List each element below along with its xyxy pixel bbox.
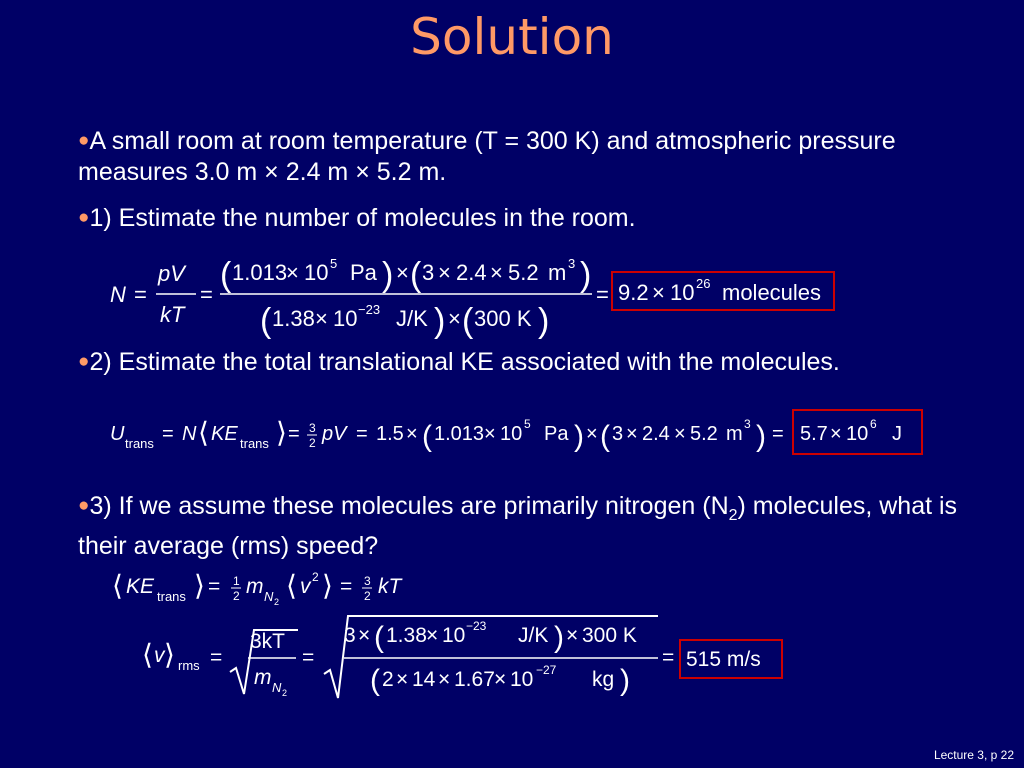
- eq3-2-sub: 2: [274, 597, 280, 607]
- eq3-kT: kT: [378, 575, 402, 598]
- equation-translational-ke: [100, 408, 940, 462]
- eq3-angle: ⟨: [112, 570, 123, 601]
- bullet-subscript: 2: [728, 507, 738, 524]
- eq4-v: v: [154, 644, 165, 667]
- eq1-two4: 2.4: [456, 260, 487, 285]
- eq4-paren: (: [374, 621, 384, 654]
- eq1-den-mantissa: 1.38: [272, 306, 315, 331]
- eq4-angle: ⟨: [142, 639, 153, 670]
- eq4-m: m: [254, 666, 272, 689]
- eq1-kT: kT: [160, 302, 185, 327]
- eq3-three-den: 2: [364, 589, 371, 603]
- eq3-trans-sub: trans: [157, 589, 186, 604]
- eq1-den-exponent: −23: [358, 302, 381, 317]
- eq1-equals: =: [596, 282, 609, 307]
- eq1-num-ten: 10: [304, 260, 329, 285]
- eq4-equals: =: [302, 646, 315, 669]
- eq2-equals: =: [772, 423, 784, 445]
- bullet-text: 3) If we assume these molecules are primarily nitrogen (N: [89, 492, 729, 520]
- eq1-times: ×: [286, 260, 299, 285]
- eq4-rms-sub: rms: [178, 658, 200, 673]
- eq4-ten: 10: [442, 624, 466, 647]
- eq3-angle: ⟨: [286, 570, 297, 601]
- eq4-t300: 300 K: [582, 624, 637, 647]
- bullet-icon: ●: [78, 351, 90, 372]
- eq2-half-den: 2: [309, 436, 316, 450]
- eq2-times: ×: [406, 423, 418, 445]
- eq2-trans-sub: trans: [125, 436, 154, 451]
- bullet-question-3: [78, 490, 978, 562]
- eq4-times: ×: [566, 624, 579, 647]
- eq2-pa: Pa: [544, 423, 569, 445]
- eq1-m: m: [548, 260, 567, 285]
- slide-title: Solution: [410, 8, 614, 66]
- eq2-result-mantissa: 5.7: [800, 423, 828, 445]
- eq4-paren: (: [370, 664, 380, 697]
- eq1-times: ×: [490, 260, 503, 285]
- eq1-t300: 300 K: [474, 306, 532, 331]
- eq3-N-sub: N: [264, 589, 274, 604]
- eq3-equals: =: [208, 575, 221, 598]
- eq1-times: ×: [396, 260, 409, 285]
- eq1-pV: pV: [158, 261, 185, 286]
- eq1-result-exponent: 26: [696, 276, 711, 291]
- eq4-2-sub: 2: [282, 688, 288, 698]
- eq4-paren: ): [554, 621, 564, 654]
- eq2-equals: =: [356, 423, 368, 445]
- eq2-paren: (: [422, 420, 432, 453]
- bullet-question-2: [78, 346, 978, 378]
- eq1-m-exponent: 3: [568, 256, 576, 271]
- eq2-ten: 10: [500, 423, 523, 445]
- eq3-angle: ⟩: [322, 570, 333, 601]
- eq2-m-exponent: 3: [744, 417, 751, 431]
- bullet-problem-statement: [78, 125, 978, 188]
- eq1-paren: ): [434, 302, 446, 340]
- eq4-times: ×: [438, 668, 451, 691]
- bullet-icon: ●: [78, 495, 90, 516]
- eq2-times: ×: [674, 423, 686, 445]
- eq4-k-mantissa: 1.38: [386, 624, 427, 647]
- eq3-v: v: [300, 575, 311, 598]
- eq4-fourteen: 14: [412, 668, 436, 691]
- eq1-paren: (: [410, 256, 422, 294]
- eq3-angle: ⟩: [194, 570, 205, 601]
- eq4-u-mantissa: 1.67: [454, 668, 495, 691]
- eq4-paren: ): [620, 664, 630, 697]
- eq2-times: ×: [586, 423, 598, 445]
- eq2-equals: =: [162, 423, 174, 445]
- eq2-paren: ): [574, 420, 584, 453]
- eq2-result-ten: 10: [846, 423, 869, 445]
- eq4-times: ×: [358, 624, 371, 647]
- eq1-paren: (: [260, 302, 272, 340]
- bullet-text: A small room at room temperature (T = 300 K) and atmospheric pressure measures 3.0 m × 2.4 m × 5.2 m.: [78, 127, 896, 186]
- bullet-text: 2) Estimate the total translational KE associated with the molecules.: [89, 348, 840, 376]
- eq1-paren: ): [580, 256, 592, 294]
- eq1-result-unit: molecules: [722, 280, 822, 305]
- eq4-3kT: 3kT: [250, 630, 286, 653]
- eq2-N: N: [182, 423, 197, 445]
- eq3-KE: KE: [126, 575, 155, 598]
- eq4-times: ×: [426, 624, 439, 647]
- eq2-paren: ): [756, 420, 766, 453]
- bullet-icon: ●: [78, 207, 90, 228]
- equation-number-of-molecules: [100, 248, 860, 348]
- eq2-three: 3: [612, 423, 624, 445]
- eq2-half-num: 3: [309, 421, 316, 435]
- eq4-jk: J/K: [518, 624, 549, 647]
- slide-footer: Lecture 3, p 22: [933, 748, 1014, 762]
- eq4-two: 2: [382, 668, 394, 691]
- eq1-paren: ): [382, 256, 394, 294]
- eq4-ten: 10: [510, 668, 534, 691]
- eq1-N: N: [110, 282, 126, 307]
- eq2-result-unit: J: [892, 423, 902, 445]
- eq4-angle: ⟩: [164, 639, 175, 670]
- eq2-paren: (: [600, 420, 610, 453]
- eq1-times: ×: [315, 306, 328, 331]
- bullet-icon: ●: [78, 130, 90, 151]
- eq1-num-mantissa: 1.013: [232, 260, 288, 285]
- eq2-five2: 5.2: [690, 423, 718, 445]
- eq1-num-exponent: 5: [330, 256, 338, 271]
- eq1-paren: (: [220, 256, 232, 294]
- eq2-times: ×: [830, 423, 842, 445]
- eq4-times: ×: [494, 668, 507, 691]
- eq2-U: U: [110, 423, 125, 445]
- eq2-times: ×: [626, 423, 638, 445]
- bullet-text: ) molecules, what is their average (rms) speed?: [78, 492, 958, 560]
- eq1-paren: ): [538, 302, 550, 340]
- eq1-equals: =: [200, 282, 213, 307]
- eq4-u-exponent: −27: [536, 663, 557, 677]
- eq4-equals: =: [210, 646, 223, 669]
- equation-ke-relation: [110, 565, 430, 611]
- eq3-equals: =: [340, 575, 353, 598]
- eq1-three: 3: [422, 260, 435, 285]
- eq3-three-num: 3: [364, 574, 371, 588]
- eq2-trans-sub: trans: [240, 436, 269, 451]
- eq2-result-exponent: 6: [870, 417, 877, 431]
- eq2-KE: KE: [211, 423, 238, 445]
- eq1-result-mantissa: 9.2: [618, 280, 649, 305]
- eq1-paren: (: [462, 302, 474, 340]
- eq2-m: m: [726, 423, 743, 445]
- eq4-N-sub: N: [272, 680, 282, 695]
- eq1-times: ×: [448, 306, 461, 331]
- eq1-den-ten: 10: [333, 306, 358, 331]
- bullet-question-1: [78, 202, 978, 234]
- eq2-angle: ⟨: [198, 417, 209, 448]
- eq2-equals: =: [288, 423, 300, 445]
- eq2-times: ×: [484, 423, 496, 445]
- eq2-pV: pV: [322, 423, 347, 445]
- eq2-mantissa: 1.013: [434, 423, 485, 445]
- eq1-five2: 5.2: [508, 260, 539, 285]
- eq4-result: 515 m/s: [686, 648, 761, 671]
- eq2-angle: ⟩: [276, 417, 287, 448]
- eq3-v-exponent: 2: [312, 570, 319, 584]
- eq1-pa: Pa: [350, 260, 377, 285]
- eq2-coef: 1.5: [376, 423, 404, 445]
- eq3-half-den: 2: [233, 589, 240, 603]
- bullet-text: 1) Estimate the number of molecules in the room.: [89, 204, 636, 232]
- eq4-equals: =: [662, 646, 675, 669]
- eq4-kg: kg: [592, 668, 615, 691]
- eq3-half-num: 1: [233, 574, 240, 588]
- equation-rms-speed: [140, 610, 790, 704]
- eq1-equals: =: [134, 282, 147, 307]
- eq1-result-ten: 10: [670, 280, 695, 305]
- eq4-k-exponent: −23: [466, 619, 487, 633]
- eq4-times: ×: [396, 668, 409, 691]
- eq1-jk: J/K: [396, 306, 428, 331]
- eq3-m: m: [246, 575, 264, 598]
- eq2-exponent: 5: [524, 417, 531, 431]
- eq1-times: ×: [652, 280, 665, 305]
- eq1-times: ×: [438, 260, 451, 285]
- eq2-two4: 2.4: [642, 423, 670, 445]
- eq4-three: 3: [344, 624, 356, 647]
